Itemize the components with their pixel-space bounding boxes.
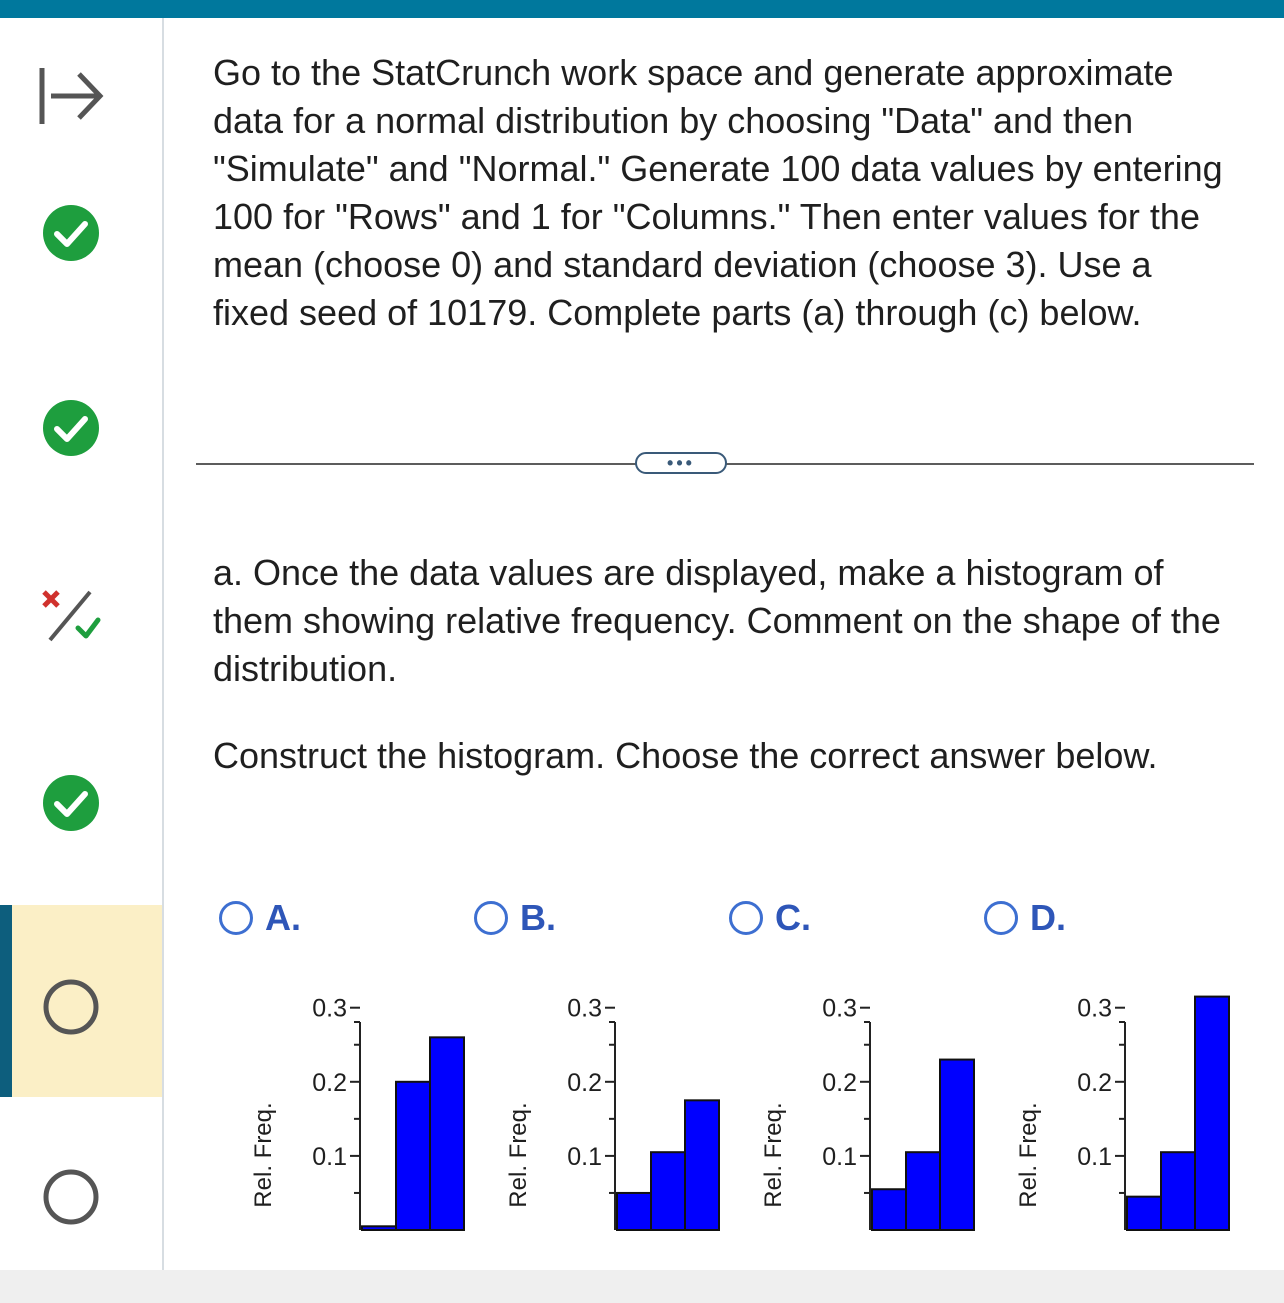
- histogram-bar: [906, 1152, 940, 1230]
- y-tick-label: 0.1: [567, 1142, 602, 1171]
- histogram-bar: [617, 1193, 651, 1230]
- histogram-bar: [940, 1060, 974, 1230]
- option-d-label: D.: [1030, 897, 1066, 938]
- option-d[interactable]: [984, 897, 1066, 939]
- histogram-bar: [651, 1152, 685, 1230]
- check-circle-icon[interactable]: [41, 773, 101, 838]
- y-tick-label: 0.2: [1077, 1068, 1112, 1097]
- histogram-bar: [430, 1037, 464, 1230]
- histogram-d-svg: [1005, 994, 1245, 1255]
- option-c[interactable]: [729, 897, 811, 939]
- y-tick-label: 0.3: [822, 994, 857, 1023]
- y-axis-title: Rel. Freq.: [505, 1102, 532, 1208]
- option-b[interactable]: [474, 897, 556, 939]
- histogram-option-d: [1005, 994, 1245, 1260]
- sidebar-active-indicator: [0, 905, 12, 1097]
- y-tick-label: 0.1: [822, 1142, 857, 1171]
- option-b-radio[interactable]: [474, 901, 508, 935]
- sidebar-divider: [162, 18, 164, 1270]
- option-a-radio[interactable]: [219, 901, 253, 935]
- check-circle-icon[interactable]: [41, 398, 101, 463]
- histogram-bar: [1161, 1152, 1195, 1230]
- y-tick-label: 0.2: [567, 1068, 602, 1097]
- bottom-bar: [0, 1270, 1284, 1303]
- y-axis-title: Rel. Freq.: [760, 1102, 787, 1208]
- option-b-label: B.: [520, 897, 556, 938]
- y-tick-label: 0.2: [312, 1068, 347, 1097]
- histogram-bar: [362, 1226, 396, 1230]
- y-tick-label: 0.2: [822, 1068, 857, 1097]
- y-axis-title: Rel. Freq.: [1015, 1102, 1042, 1208]
- histogram-b-svg: [495, 994, 735, 1255]
- histogram-option-a: [240, 994, 480, 1260]
- instruction-text: Construct the histogram. Choose the correct answer below.: [213, 735, 1158, 776]
- empty-circle-icon[interactable]: [42, 1168, 100, 1231]
- option-c-radio[interactable]: [729, 901, 763, 935]
- show-more-button[interactable]: •••: [635, 452, 727, 474]
- histogram-bar: [1195, 997, 1229, 1230]
- y-tick-label: 0.1: [1077, 1142, 1112, 1171]
- histogram-c-svg: [750, 994, 990, 1255]
- histogram-option-c: [750, 994, 990, 1260]
- option-a[interactable]: [219, 897, 301, 939]
- y-tick-label: 0.3: [1077, 994, 1112, 1023]
- y-tick-label: 0.3: [567, 994, 602, 1023]
- histogram-bar: [685, 1100, 719, 1230]
- y-tick-label: 0.1: [312, 1142, 347, 1171]
- top-accent-bar: [0, 0, 1284, 18]
- part-a-text: a. Once the data values are displayed, make a histogram of them showing relative frequency. Comment on the shape of the distribution.: [213, 552, 1221, 689]
- check-circle-icon[interactable]: [41, 203, 101, 268]
- histogram-bar: [1127, 1197, 1161, 1230]
- option-c-label: C.: [775, 897, 811, 938]
- histogram-bar: [396, 1082, 430, 1230]
- option-a-label: A.: [265, 897, 301, 938]
- histogram-option-b: [495, 994, 735, 1260]
- option-d-radio[interactable]: [984, 901, 1018, 935]
- y-axis-title: Rel. Freq.: [250, 1102, 277, 1208]
- partial-credit-icon[interactable]: [40, 588, 102, 649]
- expand-arrow-icon[interactable]: [37, 64, 105, 133]
- histogram-a-svg: [240, 994, 480, 1255]
- empty-circle-icon[interactable]: [42, 978, 100, 1041]
- question-intro: Go to the StatCrunch work space and generate approximate data for a normal distribution by choosing "Data" and then "Simulate" and "Normal." Generate 100 data values by entering 100 for "Rows" and 1 for "Columns." Then enter values for the mean (choose 0) and standard deviation (choose 3). Use a fixed seed of 10179. Complete parts (a) through (c) below.: [213, 52, 1223, 333]
- y-tick-label: 0.3: [312, 994, 347, 1023]
- histogram-bar: [872, 1189, 906, 1230]
